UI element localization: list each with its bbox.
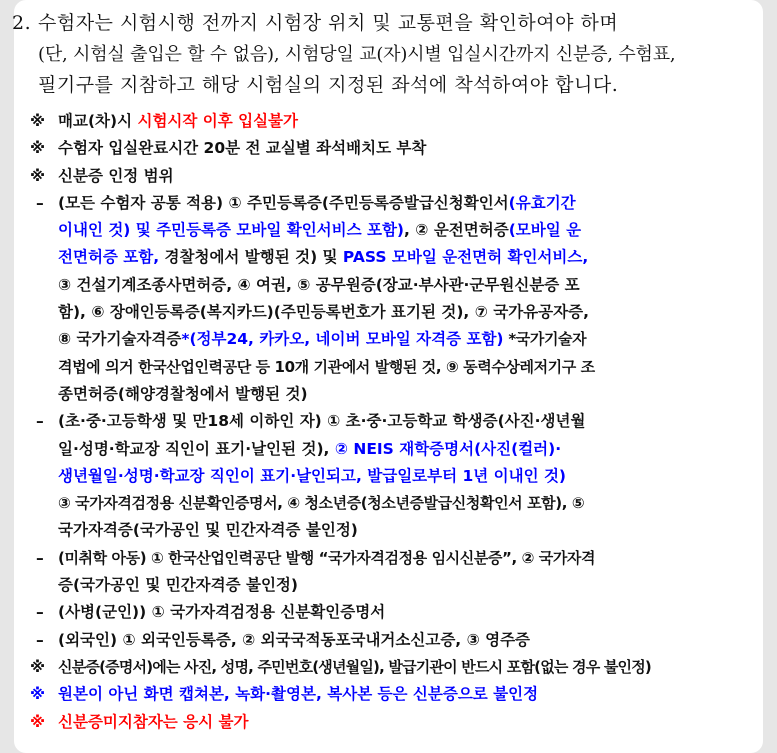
id-preschool-line-1 <box>30 545 752 572</box>
dash-mark: – <box>36 193 44 212</box>
id-soldier-line <box>30 599 752 626</box>
id-all-line-3 <box>30 244 752 271</box>
dash-mark: – <box>36 630 44 649</box>
reference-mark: ※ <box>30 112 46 130</box>
id-all-blue-text: 이내인 것) 및 주민등록증 모바일 확인서비스 포함) <box>58 221 405 240</box>
id-soldier-text: (사병(군인)) ① 국가자격검정용 신분확인증명서 <box>58 603 386 622</box>
id-student-line-3: 생년월일·성명·학교장 직인이 표기·날인되고, 발급일로부터 1년 이내인 것) <box>58 466 567 485</box>
id-all-line-5: 함), ⑥ 장애인등록증(복지카드)(주민등록번호가 표기된 것), ⑦ 국가유공자증, <box>58 303 589 322</box>
id-all-blue-text: *(정부24, 카카오, 네이버 모바일 자격증 포함) <box>181 330 504 349</box>
id-student-text: (초·중·고등학생 및 만18세 이하인 자) ① 초·중·고등학교 학생증(사진·생년월 <box>58 412 586 431</box>
reference-mark: ※ <box>30 166 46 185</box>
id-foreigner-line <box>30 627 752 654</box>
id-all-text: , ② 운전면허증 <box>404 221 509 240</box>
id-all-line-2 <box>30 217 752 244</box>
dash-mark: – <box>36 412 44 431</box>
id-all-line-7: 격법에 의거 한국산업인력공단 등 10개 기관에서 발행된 것, ⑨ 동력수상레저기구 조 <box>58 357 595 376</box>
id-all-blue-text: (유효기간 <box>508 193 576 212</box>
note-no-id-text: 신분증미지참자는 응시 불가 <box>58 712 249 731</box>
dash-mark: – <box>36 548 44 567</box>
reference-mark: ※ <box>30 657 46 676</box>
id-preschool-line-2: 증(국가공인 및 민간자격증 불인정) <box>58 576 298 595</box>
reference-mark: ※ <box>30 712 46 731</box>
id-student-line-2 <box>30 436 752 463</box>
note-id-scope <box>30 163 752 190</box>
reference-mark: ※ <box>30 685 46 704</box>
id-all-line-4: ③ 건설기계조종사면허증, ④ 여권, ⑤ 공무원증(장교·부사관·군무원신분증 포 <box>58 275 580 294</box>
note-copies-not-accepted <box>30 681 752 708</box>
note-id-required-text: 신분증(증명서)에는 사진, 성명, 주민번호(생년월일), 발급기관이 반드시 포함(없는 경우 불인정) <box>58 657 651 676</box>
reference-mark: ※ <box>30 139 46 158</box>
item2-line-3: 필기구를 지참하고 해당 시험실의 지정된 좌석에 착석하여야 합니다. <box>38 74 619 96</box>
notes-section <box>30 108 752 736</box>
id-all-text: (모든 수험자 공통 적용) ① 주민등록증(주민등록증발급신청확인서 <box>58 193 509 212</box>
id-all-blue-text: PASS 모바일 운전면허 확인서비스, <box>342 248 589 267</box>
id-all-footnote-text: *국가기술자 <box>503 330 587 349</box>
note-late-entry-warning: 시험시작 이후 입실불가 <box>137 112 298 130</box>
note-id-required-fields <box>30 654 752 681</box>
id-student-line-1 <box>30 408 752 435</box>
id-all-line-8: 종면허증(해양경찰청에서 발행된 것) <box>58 384 308 403</box>
note-no-id-no-exam <box>30 709 752 736</box>
item2-line-1: 수험자는 시험시행 전까지 시험장 위치 및 교통편을 확인하여야 하며 <box>38 12 619 34</box>
dash-mark: – <box>36 603 44 622</box>
id-all-blue-text: 전면허증 포함, <box>58 248 160 267</box>
id-student-blue-text: ② NEIS 재학증명서(사진(컬러)· <box>334 439 562 458</box>
id-student-line-5: 국가자격증(국가공인 및 민간자격증 불인정) <box>58 521 358 540</box>
id-student-line-4: ③ 국가자격검정용 신분확인증명서, ④ 청소년증(청소년증발급신청확인서 포함), ⑤ <box>58 494 585 513</box>
item-number: 2. <box>12 12 32 34</box>
id-all-blue-text: (모바일 운 <box>508 221 582 240</box>
note-late-entry-prefix: 매교(차)시 <box>58 112 138 130</box>
id-all-line-6 <box>30 326 752 353</box>
item2-line-2: (단, 시험실 출입은 할 수 없음), 시험당일 교(자)시별 입실시간까지 신분증, 수험표, <box>38 44 676 65</box>
note-late-entry <box>30 108 752 135</box>
id-preschool-text: (미취학 아동) ① 한국산업인력공단 발행 “국가자격검정용 임시신분증”, ② 국가자격 <box>58 548 596 567</box>
id-all-text: 경찰청에서 발행된 것) 및 <box>159 248 343 267</box>
note-copies-text: 원본이 아닌 화면 캡쳐본, 녹화·촬영본, 복사본 등은 신분증으로 불인정 <box>58 685 539 704</box>
id-student-text: 일·성명·학교장 직인이 표기·날인된 것), <box>58 439 335 458</box>
note-seating-chart <box>30 135 752 162</box>
note-seating-chart-text: 수험자 입실완료시간 20분 전 교실별 좌석배치도 부착 <box>58 139 427 158</box>
id-all-text: ⑧ 국가기술자격증 <box>58 330 182 349</box>
note-id-scope-text: 신분증 인정 범위 <box>58 166 174 185</box>
id-foreigner-text: (외국인) ① 외국인등록증, ② 외국국적동포국내거소신고증, ③ 영주증 <box>58 630 531 649</box>
notice-item-2 <box>2 8 757 101</box>
id-all-line-1 <box>30 190 752 217</box>
